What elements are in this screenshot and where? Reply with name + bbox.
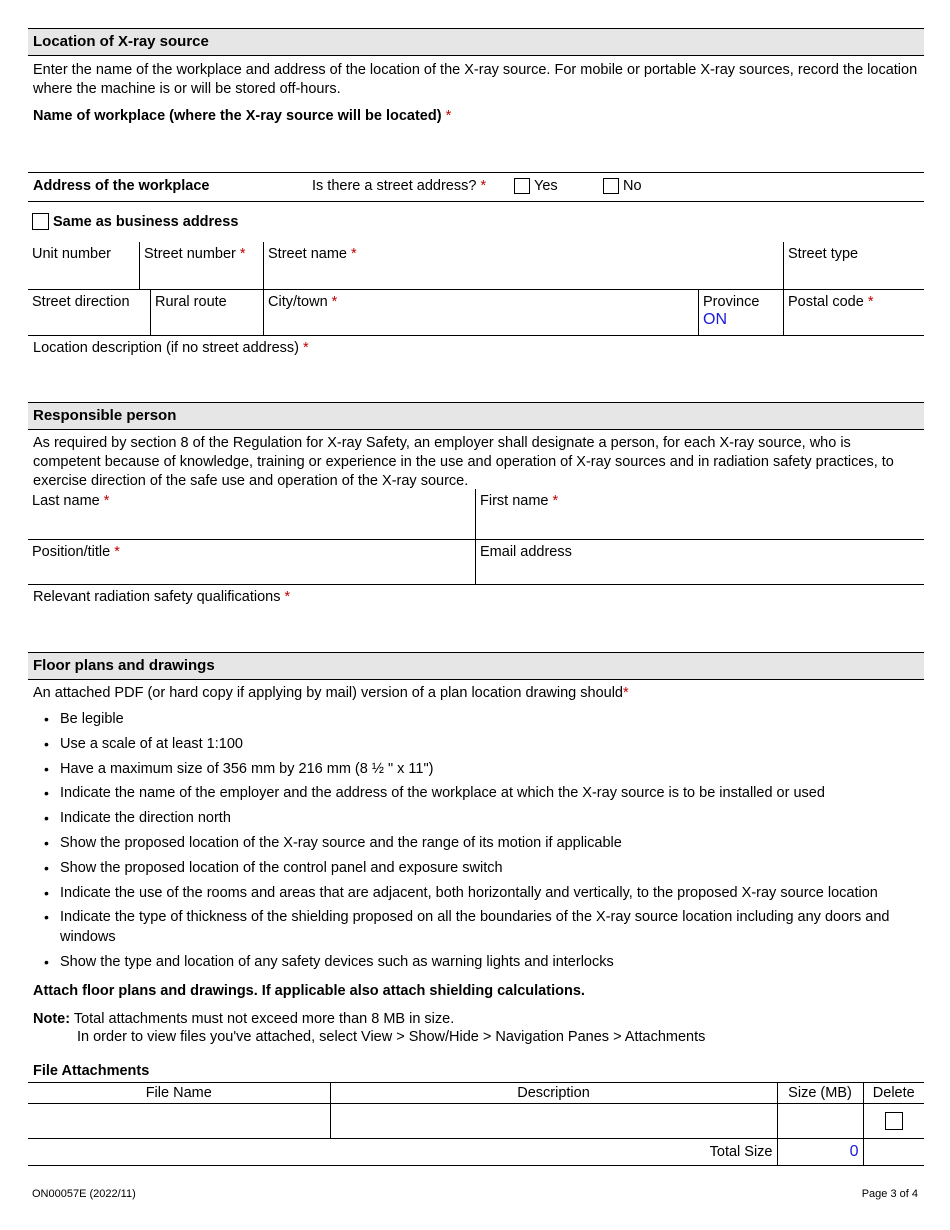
required-marker: * — [114, 544, 120, 560]
last-name-label: Last name — [32, 493, 100, 509]
required-marker: * — [867, 294, 874, 310]
address-row-1 — [28, 242, 924, 290]
note-line-2: In order to view files you've attached, select View > Show/Hide > Navigation Panes > Attachments — [77, 1028, 706, 1045]
note-label: Note: — [33, 1010, 71, 1027]
workplace-name-field[interactable] — [28, 136, 924, 173]
city-label: City/town — [268, 294, 328, 310]
floor-requirements-list — [28, 709, 924, 972]
address-header-row — [28, 173, 924, 202]
qualifications-field[interactable] — [28, 585, 924, 652]
street-address-yes[interactable] — [514, 176, 558, 196]
list-item: • Be legible — [42, 709, 924, 729]
column-header: Size (MB) — [777, 1082, 863, 1103]
floor-intro-row — [28, 680, 924, 703]
note-block — [28, 999, 924, 1046]
attachment-row — [28, 1103, 924, 1138]
first-name-label: First name — [480, 493, 549, 509]
no-label: No — [623, 178, 642, 195]
last-name-field[interactable] — [28, 489, 475, 539]
required-marker: * — [622, 685, 629, 701]
rural-route-field[interactable] — [150, 290, 263, 335]
unit-number-label: Unit number — [32, 246, 111, 262]
location-intro: Enter the name of the workplace and address of the location of the X-ray source. For mobile or portable X-ray sources, record the location where the machine is or will be stored off-hours. — [33, 62, 918, 97]
file-attachments-title: File Attachments — [33, 1062, 150, 1079]
location-description-label: Location description (if no street address) — [33, 340, 299, 356]
first-name-field[interactable] — [475, 489, 924, 539]
street-address-question — [312, 173, 486, 199]
form-page — [28, 28, 924, 1166]
column-header: Description — [330, 1082, 777, 1103]
list-item: • Indicate the use of the rooms and areas that are adjacent, both horizontally and vertically, to the proposed X-ray source location — [42, 883, 924, 903]
delete-checkbox[interactable] — [885, 1112, 903, 1130]
list-item: • Have a maximum size of 356 mm by 216 mm (8 ½ " x 11") — [42, 759, 924, 779]
email-field[interactable] — [475, 540, 924, 584]
required-marker: * — [351, 246, 357, 262]
postal-code-field[interactable] — [783, 290, 924, 335]
yes-label: Yes — [534, 178, 558, 195]
street-name-label: Street name — [268, 246, 347, 262]
section-header-location: Location of X-ray source — [28, 28, 924, 56]
size-cell — [777, 1103, 863, 1138]
unit-number-field[interactable] — [28, 242, 139, 289]
page-number: Page 3 of 4 — [861, 1188, 918, 1200]
province-label: Province — [703, 294, 760, 310]
floor-intro: An attached PDF (or hard copy if applying by mail) version of a plan location drawing should — [33, 685, 623, 701]
position-field[interactable] — [28, 540, 475, 584]
street-name-field[interactable] — [263, 242, 783, 289]
section-header-responsible: Responsible person — [28, 402, 924, 430]
list-item: • Indicate the type of thickness of the shielding proposed on all the boundaries of the X-ray source location including any doors and windows — [42, 907, 924, 947]
same-as-business-row[interactable] — [28, 202, 924, 242]
list-item: • Use a scale of at least 1:100 — [42, 734, 924, 754]
city-field[interactable] — [263, 290, 698, 335]
rural-route-label: Rural route — [155, 294, 227, 310]
file-name-cell[interactable] — [28, 1103, 330, 1138]
workplace-name-label-row — [28, 99, 924, 136]
postal-code-label: Postal code — [788, 294, 864, 310]
list-item: • Indicate the direction north — [42, 808, 924, 828]
list-item: • Show the proposed location of the X-ray source and the range of its motion if applicable — [42, 833, 924, 853]
address-row-2 — [28, 290, 924, 336]
position-label: Position/title — [32, 544, 111, 560]
required-marker: * — [303, 340, 309, 356]
street-type-field[interactable] — [783, 242, 924, 289]
column-header: Delete — [863, 1082, 924, 1103]
yes-checkbox[interactable] — [514, 178, 530, 194]
street-type-label: Street type — [788, 246, 859, 262]
total-size-label: Total Size — [28, 1138, 777, 1165]
same-as-business-label: Same as business address — [53, 213, 239, 230]
note-line-1: Total attachments must not exceed more than 8 MB in size. — [73, 1010, 455, 1027]
responsible-intro: As required by section 8 of the Regulation for X-ray Safety, an employer shall designate a person, for each X-ray source, who is competent because of knowledge, training or experience in the use and operation of X-ray sources and in radiation safety practices, to exercise direction of the safe use and operation of the X-ray source. — [33, 435, 894, 489]
delete-cell[interactable] — [863, 1103, 924, 1138]
required-marker: * — [445, 108, 452, 124]
section-header-floor-plans: Floor plans and drawings — [28, 652, 924, 680]
form-id: ON00057E (2022/11) — [32, 1188, 136, 1200]
qualifications-label: Relevant radiation safety qualifications — [33, 589, 281, 605]
total-row — [28, 1138, 924, 1165]
no-checkbox[interactable] — [603, 178, 619, 194]
street-number-label: Street number — [144, 246, 236, 262]
same-as-business-checkbox[interactable] — [32, 213, 49, 230]
column-header: File Name — [28, 1082, 330, 1103]
required-marker: * — [480, 178, 487, 194]
attachments-table — [28, 1082, 924, 1166]
list-item: • Indicate the name of the employer and the address of the workplace at which the X-ray source is to be installed or used — [42, 783, 924, 803]
required-marker: * — [284, 589, 291, 605]
address-label: Address of the workplace — [33, 178, 210, 194]
description-cell[interactable] — [330, 1103, 777, 1138]
required-marker: * — [103, 493, 110, 509]
attach-note: Attach floor plans and drawings. If applicable also attach shielding calculations. — [33, 982, 585, 999]
street-direction-label: Street direction — [32, 294, 130, 310]
list-item: • Show the proposed location of the control panel and exposure switch — [42, 858, 924, 878]
street-direction-field[interactable] — [28, 290, 150, 335]
required-marker: * — [239, 246, 246, 262]
attachments-header-row — [28, 1082, 924, 1103]
name-row — [28, 489, 924, 540]
position-row — [28, 540, 924, 585]
email-label: Email address — [480, 544, 572, 560]
list-item: • Show the type and location of any safety devices such as warning lights and interlocks — [42, 952, 924, 972]
required-marker: * — [552, 493, 559, 509]
workplace-name-label: Name of workplace (where the X-ray source will be located) — [33, 108, 442, 124]
total-empty-cell — [863, 1138, 924, 1165]
location-description-field[interactable] — [28, 336, 924, 402]
street-number-field[interactable] — [139, 242, 263, 289]
required-marker: * — [331, 294, 338, 310]
province-value: ON — [703, 311, 727, 328]
street-address-no[interactable] — [603, 176, 642, 196]
province-field[interactable] — [698, 290, 783, 335]
total-size-value: 0 — [777, 1138, 863, 1165]
street-address-question-label: Is there a street address? — [312, 178, 477, 194]
